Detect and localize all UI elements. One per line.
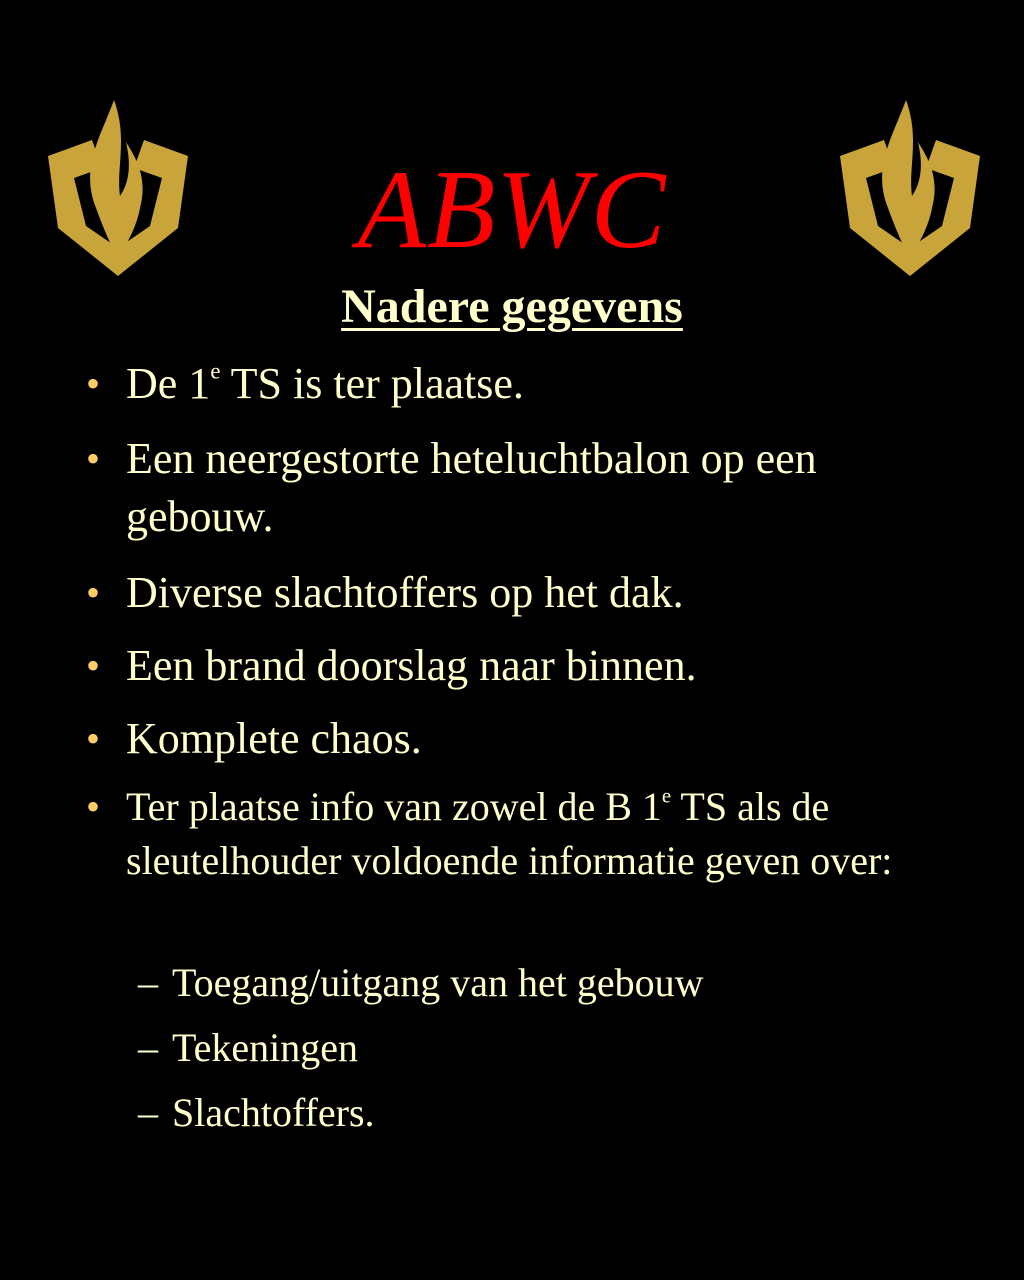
bullet-icon: • [86,436,101,481]
bullet-icon: • [86,784,101,829]
bullet-icon: • [86,716,101,761]
sub-list-item-text: Slachtoffers. [172,1090,375,1135]
bullet-icon: • [86,361,101,406]
list-item-text: Een brand doorslag naar binnen. [126,641,697,690]
list-item-text: Ter plaatse info van zowel de B 1e TS als de sleutelhouder voldoende informatie geven over: [126,784,893,883]
list-item-text: Diverse slachtoffers op het dak. [126,568,684,617]
sub-list-item-text: Tekeningen [172,1025,359,1070]
dash-icon: – [138,1025,158,1070]
dash-icon: – [138,960,158,1005]
bullet-icon: • [86,643,101,688]
slide-title: ABWC [357,148,667,272]
list-item-text: Een neergestorte heteluchtbalon op een gebouw. [126,434,817,541]
slide-subtitle: Nadere gegevens [341,280,683,333]
list-item-text: Komplete chaos. [126,714,422,763]
sub-list-item-text: Toegang/uitgang van het gebouw [172,960,704,1005]
list-item-text: De 1e TS is ter plaatse. [126,358,524,408]
bullet-icon: • [86,570,101,615]
dash-icon: – [138,1090,158,1135]
